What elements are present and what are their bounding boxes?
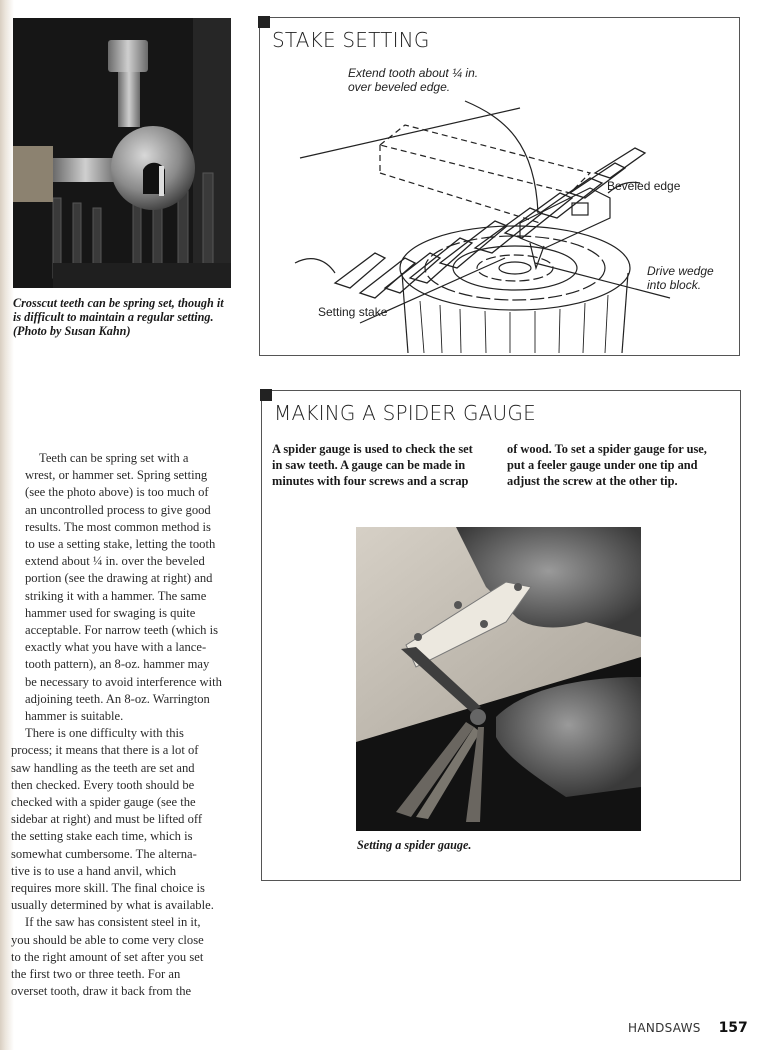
spider-text-line: in saw teeth. A gauge can be made in (272, 458, 466, 472)
label-setting-stake: Setting stake (318, 305, 388, 319)
spider-gauge-text-col2 (507, 441, 725, 489)
body-line: overset tooth, draw it back from the (11, 984, 192, 999)
page-number: 157 (718, 1020, 748, 1036)
spider-gauge-photo-graphic (356, 527, 641, 831)
page-footer (628, 1020, 748, 1036)
body-line: sidebar at right) and must be lifted off (11, 812, 203, 827)
spider-text-line: put a feeler gauge under one tip and (507, 458, 698, 472)
stake-setting-sidebar (259, 17, 740, 356)
body-line: process; it means that there is a lot of (11, 743, 199, 758)
body-line: adjoining teeth. An 8-oz. Warrington (25, 691, 210, 706)
body-paragraph (11, 450, 239, 725)
body-line: striking it with a hammer. The same (25, 588, 207, 603)
body-line: exactly what you have with a lance- (25, 640, 207, 655)
hammer-set-photo-graphic (13, 18, 231, 288)
body-line: to the right amount of set after you set (11, 949, 204, 964)
label-extend-tooth (348, 66, 478, 94)
body-line: be necessary to avoid interference with (25, 674, 222, 689)
body-line: If the saw has consistent steel in it, (25, 915, 201, 930)
body-line: There is one difficulty with this (25, 726, 184, 741)
spider-gauge-text-col1 (272, 441, 490, 489)
body-line: wrest, or hammer set. Spring setting (25, 468, 208, 483)
label-extend-line1: Extend tooth about ¼ in. (348, 66, 479, 80)
spider-gauge-sidebar (261, 390, 741, 881)
body-line: an uncontrolled process to give good (25, 502, 211, 517)
body-line: the setting stake each time, which is (11, 829, 193, 844)
stake-setting-title: STAKE SETTING (272, 28, 430, 52)
label-extend-line2: over beveled edge. (348, 80, 451, 94)
hammer-set-photo (13, 18, 231, 288)
label-drive-line1: Drive wedge (647, 264, 714, 278)
body-line: tooth pattern), an 8-oz. hammer may (25, 657, 210, 672)
body-line: Teeth can be spring set with a (39, 451, 189, 465)
label-drive-wedge (647, 264, 714, 292)
spider-text-line: minutes with four screws and a scrap (272, 474, 469, 488)
body-line: to use a setting stake, letting the tooth (25, 537, 216, 552)
spider-text-line: A spider gauge is used to check the set (272, 442, 473, 456)
body-line: results. The most common method is (25, 519, 211, 534)
spider-gauge-caption: Setting a spider gauge. (357, 838, 472, 852)
body-line: somewhat cumbersome. The alterna- (11, 846, 197, 861)
body-line: hammer is suitable. (25, 709, 124, 724)
body-text-column (11, 450, 239, 1001)
body-paragraph (11, 725, 239, 914)
spider-gauge-title: MAKING A SPIDER GAUGE (274, 401, 536, 425)
body-line: you should be able to come very close (11, 932, 204, 947)
sidebar-marker (260, 389, 272, 401)
label-drive-line2: into block. (647, 278, 702, 292)
spider-text-line: of wood. To set a spider gauge for use, (507, 442, 707, 456)
body-line: extend about ¼ in. over the beveled (25, 554, 205, 569)
body-line: saw handling as the teeth are set and (11, 760, 195, 775)
body-line: hammer used for swaging is quite (25, 605, 196, 620)
body-line: the first two or three teeth. For an (11, 967, 181, 982)
body-line: (see the photo above) is too much of (25, 485, 209, 500)
hammer-photo-caption: Crosscut teeth can be spring set, though it is difficult to maintain a regular setting. (Photo by Susan Kahn) (13, 296, 224, 338)
spider-text-line: adjust the screw at the other tip. (507, 474, 678, 488)
label-beveled-edge: Beveled edge (607, 179, 681, 193)
body-line: then checked. Every tooth should be (11, 777, 195, 792)
body-paragraph (11, 914, 239, 1000)
spider-gauge-photo (356, 527, 641, 831)
sidebar-marker (258, 16, 270, 28)
running-section-title: HANDSAWS (628, 1021, 701, 1035)
body-line: usually determined by what is available. (11, 898, 214, 913)
body-line: portion (see the drawing at right) and (25, 571, 213, 586)
body-line: acceptable. For narrow teeth (which is (25, 623, 219, 638)
body-line: tive is to use a hand anvil, which (11, 863, 177, 878)
body-line: checked with a spider gauge (see the (11, 795, 196, 810)
body-line: requires more skill. The final choice is (11, 881, 205, 896)
